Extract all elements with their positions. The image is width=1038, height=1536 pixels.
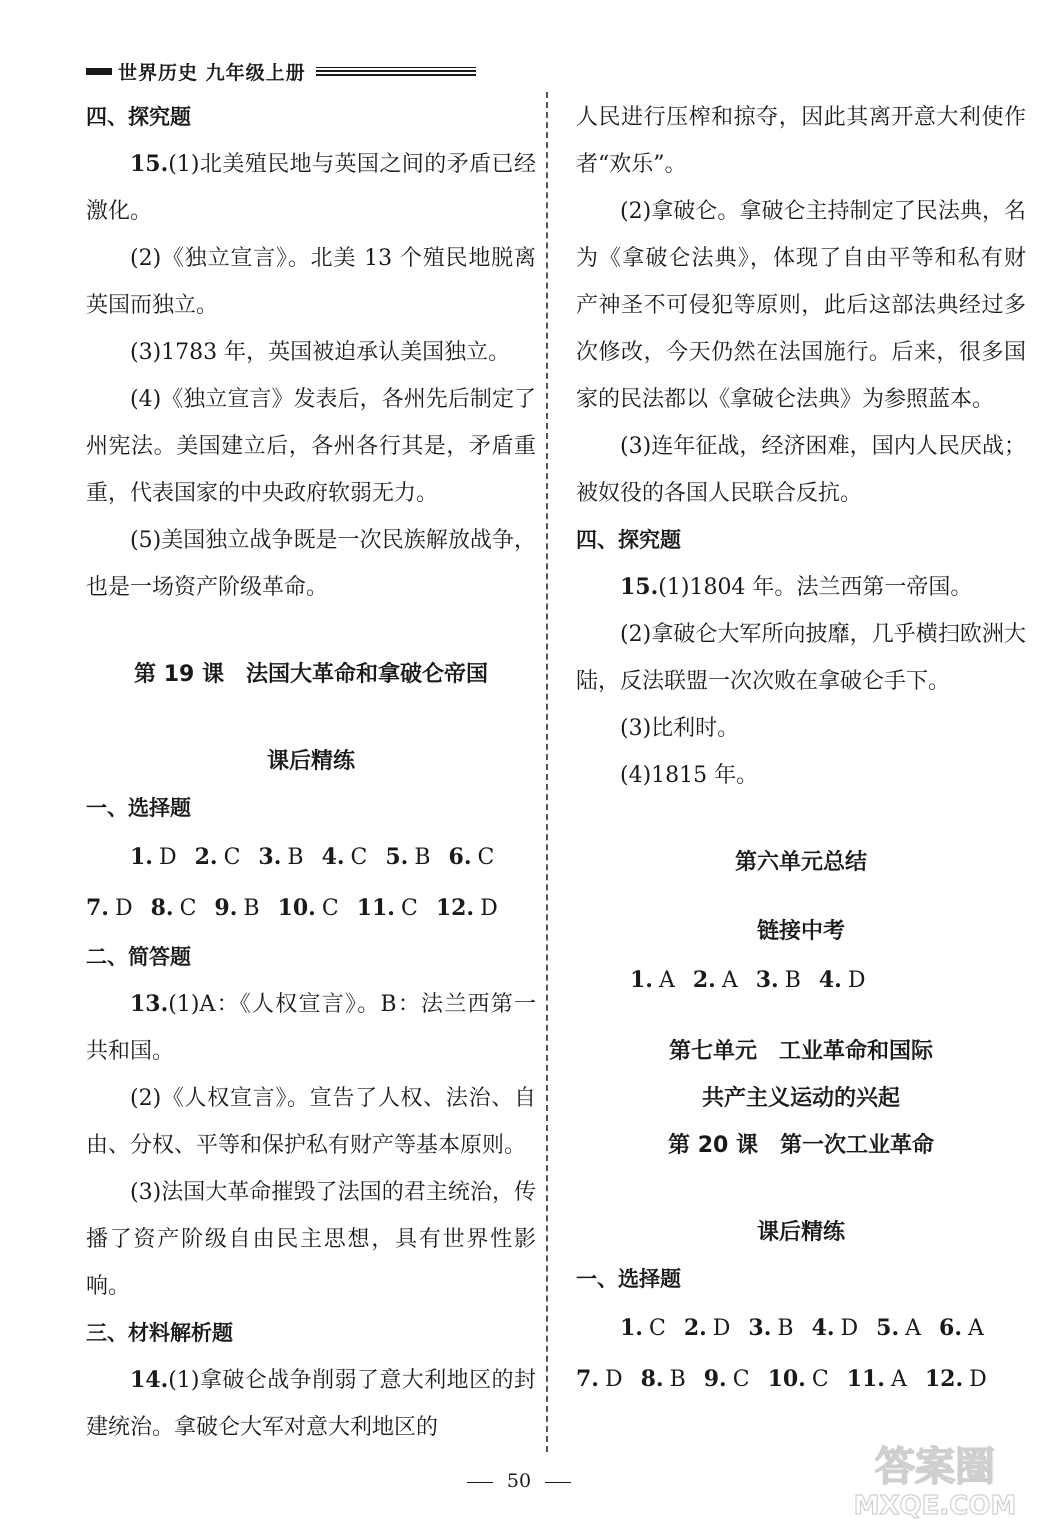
answer-paragraph [576,564,1026,611]
choice-answer [258,845,303,870]
choice-answer [939,1316,984,1341]
choice-number: 5. [385,844,409,870]
watermark-logo [850,1432,1020,1522]
section-heading: 四、探究题 [576,528,681,552]
lesson-title: 第 20 课 第一次工业革命 [668,1133,934,1158]
header-rule-right [316,67,476,76]
choice-letter: A [658,968,675,993]
column-divider [546,92,548,1452]
choice-letter: A [968,1316,984,1341]
footer-dash-right [545,1482,571,1483]
choice-letter: B [414,845,431,870]
choice-number: 1. [630,967,653,993]
answer-paragraph: (2)《人权宣言》。宣告了人权、法治、自由、分权、平等和保护私有财产等基本原则。 [86,1086,536,1158]
choice-number: 7. [576,1366,599,1392]
choice-answer [693,968,738,993]
lesson-title: 第 19 课 法国大革命和拿破仑帝国 [134,662,488,687]
section-heading: 四、探究题 [86,105,191,129]
choice-letter: C [400,896,418,921]
choice-letter: D [712,1316,731,1341]
choice-answer [641,1367,686,1392]
practice-title: 课后精练 [266,749,355,774]
choice-letter: B [287,845,304,870]
link-exam-title: 链接中考 [756,919,845,944]
choice-number: 10. [277,895,316,921]
choice-letter: D [840,1316,859,1341]
choice-answer [357,896,418,921]
answer-text: (1)拿破仑战争削弱了意大利地区的封建统治。拿破仑大军对意大利地区的 [86,1368,536,1440]
question-number: 13. [130,991,169,1017]
answer-paragraph [86,981,536,1075]
choice-answer [876,1316,921,1341]
choice-answer [449,845,495,870]
choice-answers-row-2 [576,1354,1026,1405]
question-number: 15. [620,574,659,600]
choice-answer [151,896,197,921]
choice-letter: C [811,1367,829,1392]
choice-number: 9. [214,895,238,921]
choice-letter: B [784,968,801,993]
choice-number: 3. [748,1315,772,1341]
choice-number: 2. [683,1315,707,1341]
running-header [86,58,476,84]
choice-number: 8. [640,1366,664,1392]
choice-answers-row-1 [576,1303,1026,1354]
choice-number: 2. [194,844,218,870]
unit-title-line-1: 第七单元 工业革命和国际 [668,1039,933,1064]
choice-answer [86,896,133,921]
choice-answer [704,1367,750,1392]
answer-text: (1)北美殖民地与英国之间的矛盾已经激化。 [86,152,536,224]
choice-number: 3. [258,844,282,870]
answer-paragraph: (2)《独立宣言》。北美 13 个殖民地脱离英国而独立。 [86,246,536,318]
answer-paragraph: (5)美国独立战争既是一次民族解放战争，也是一场资产阶级革命。 [86,528,536,600]
choice-letter: C [321,896,339,921]
choice-letter: A [905,1316,922,1341]
answer-paragraph: (3)1783 年，英国被迫承认美国独立。 [130,340,511,365]
choice-number: 1. [130,844,153,870]
choice-answer [214,896,259,921]
choice-number: 4. [321,844,345,870]
answer-paragraph [86,141,536,235]
choice-letter: C [477,845,495,870]
answer-paragraph: (3)法国大革命摧毁了法国的君主统治，传播了资产阶级自由民主思想，具有世界性影响。 [86,1180,536,1299]
header-title: 世界历史 九年级上册 [118,61,306,84]
choice-answer [812,1316,859,1341]
page-number: 50 [506,1470,532,1492]
choice-answer [385,845,430,870]
section-heading: 三、材料解析题 [86,1321,233,1345]
choice-number: 12. [924,1366,964,1392]
choice-letter: D [969,1367,987,1392]
choice-number: 8. [150,895,174,921]
choice-number: 9. [703,1366,727,1392]
watermark-url: MXQE.COM [853,1491,1017,1521]
choice-letter: D [480,896,498,921]
choice-answers-row-1 [86,832,536,883]
choice-number: 4. [811,1315,835,1341]
choice-letter: B [243,896,260,921]
choice-answer [768,1367,829,1392]
question-number: 14. [130,1367,169,1393]
link-answers-row [576,955,1026,1006]
answer-paragraph: (2)拿破仑。拿破仑主持制定了民法典，名为《拿破仑法典》，体现了自由平等和私有财产神圣不可侵犯等原则，此后这部法典经过多次修改，今天仍然在法国施行。后来，很多国家的民法都以《拿破仑法典》为参照蓝本。 [576,199,1026,412]
unit-summary-title: 第六单元总结 [734,850,867,875]
answer-paragraph: (2)拿破仑大军所向披靡，几乎横扫欧洲大陆，反法联盟一次次败在拿破仑手下。 [576,622,1026,694]
watermark-text: 答案圈 [875,1444,995,1490]
choice-answer [436,896,498,921]
choice-answer [620,1316,666,1341]
header-rule-left [86,68,112,75]
choice-answer [684,1316,731,1341]
choice-number: 11. [846,1366,885,1392]
answer-paragraph: (3)连年征战，经济困难，国内人民厌战；被奴役的各国人民联合反抗。 [576,434,1026,506]
question-number: 15. [130,151,169,177]
choice-answer [630,968,675,993]
practice-title: 课后精练 [756,1220,845,1245]
section-heading: 一、选择题 [576,1267,681,1291]
choice-number: 10. [767,1366,806,1392]
choice-number: 7. [86,895,109,921]
answer-paragraph: 人民进行压榨和掠夺，因此其离开意大利使作者“欢乐”。 [576,105,1026,177]
choice-number: 6. [448,844,472,870]
left-column [86,94,536,1451]
answer-paragraph: (3)比利时。 [620,716,740,741]
choice-letter: D [847,968,866,993]
answer-paragraph: (4)1815 年。 [620,763,759,788]
choice-number: 2. [692,967,716,993]
choice-answer [756,968,801,993]
choice-number: 1. [620,1315,643,1341]
choice-number: 3. [755,967,779,993]
choice-answer [278,896,339,921]
choice-letter: C [648,1316,666,1341]
choice-number: 11. [356,895,395,921]
choice-letter: C [732,1367,750,1392]
choice-letter: A [890,1367,907,1392]
choice-answers-row-2 [86,883,536,934]
choice-letter: D [604,1367,623,1392]
choice-answer [195,845,241,870]
section-heading: 二、简答题 [86,945,191,969]
right-column [576,94,1026,1405]
answer-paragraph: (4)《独立宣言》发表后，各州先后制定了州宪法。美国建立后，各州各行其是，矛盾重重，代表国家的中央政府软弱无力。 [86,387,536,506]
choice-letter: C [179,896,197,921]
choice-answer [130,845,177,870]
choice-letter: A [721,968,738,993]
answer-text: (1)1804 年。法兰西第一帝国。 [658,575,973,600]
section-heading: 一、选择题 [86,796,191,820]
choice-letter: D [114,896,133,921]
unit-title-line-2: 共产主义运动的兴起 [701,1086,900,1111]
choice-letter: D [158,845,177,870]
choice-answer [819,968,866,993]
choice-number: 4. [818,967,842,993]
choice-number: 12. [435,895,475,921]
choice-letter: B [669,1367,686,1392]
choice-number: 6. [939,1315,962,1341]
choice-letter: C [223,845,241,870]
answer-text: (1)A：《人权宣言》。B：法兰西第一共和国。 [86,992,536,1064]
choice-letter: B [777,1316,794,1341]
answer-paragraph [86,1357,536,1451]
choice-answer [925,1367,987,1392]
choice-number: 5. [876,1315,900,1341]
footer-dash-left [467,1482,493,1483]
choice-answer [322,845,368,870]
choice-answer [576,1367,623,1392]
choice-letter: C [350,845,368,870]
choice-answer [847,1367,907,1392]
choice-answer [748,1316,793,1341]
